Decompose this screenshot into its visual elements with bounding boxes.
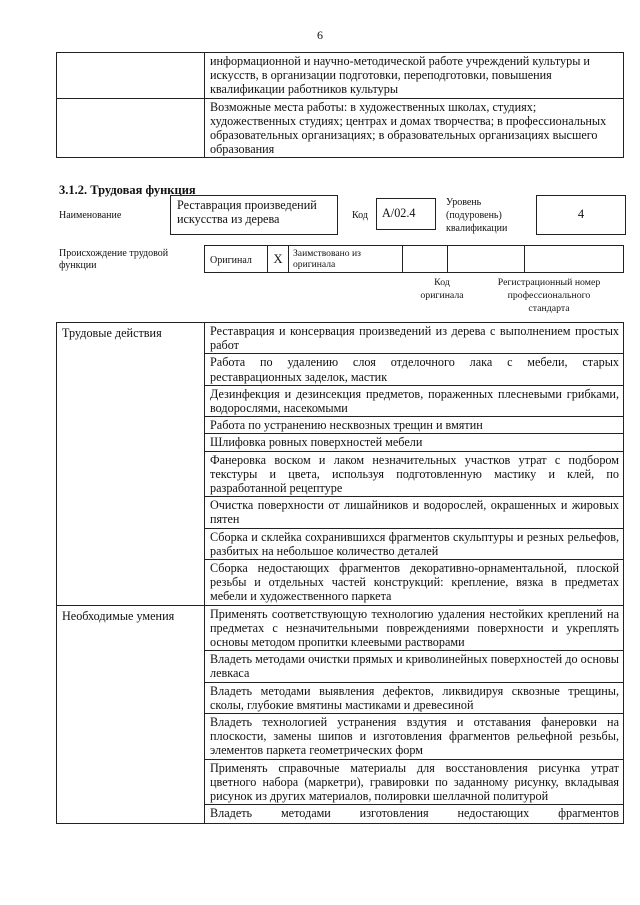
reg-number-cell (525, 246, 624, 273)
borrowed-mark-cell (403, 246, 448, 273)
table-row (205, 759, 624, 805)
row-text: Фанеровка воском и лаком незначительных участков утрат с подбором текстуры и цвета, используя подготовленную мастику и клей, по разработанной рецептуре (210, 452, 619, 496)
top-table-row-text: информационной и научно-методической работе учреждений культуры и искусств, в организации подготовки, переподготовки, повышения квалификации работников культуры (210, 54, 590, 97)
code-label: Код (352, 210, 368, 221)
row-text: Работа по устранению несквозных трещин и вмятин (210, 418, 483, 433)
table-row (205, 451, 624, 497)
top-table-row (205, 53, 624, 99)
row-text: Сборка и склейка сохранившихся фрагментов скульптуры и резных рельефов, разбитых на небольшое количество деталей (210, 529, 619, 558)
top-table-row (205, 98, 624, 158)
reg-number-caption: Регистрационный номер профессионального стандарта (497, 277, 601, 314)
group-label-cell (57, 605, 205, 824)
origin-table (204, 245, 624, 273)
row-text: Владеть методами выявления дефектов, ликвидируя сквозные трещины, сколы, глубокие вмятины мастиками и древесиной (210, 683, 619, 712)
top-table-empty-cell (57, 98, 205, 158)
section-title: 3.1.2. Трудовая функция (59, 183, 196, 197)
table-row (205, 497, 624, 528)
row-text: Применять справочные материалы для восстановления рисунка утрат цветного набора (маркетри), гравировки по заданному рисунку, вкладывая рисунок из других материалов, полировки шеллачной политурой (210, 760, 619, 804)
row-text: Реставрация и консервация произведений из дерева с выполнением простых работ (210, 324, 619, 353)
row-text: Работа по удалению слоя отделочного лака с мебели, старых реставрационных заделок, мастик (210, 355, 619, 384)
row-text: Очистка поверхности от лишайников и водорослей, окрашенных и жировых пятен (210, 498, 619, 527)
table-row (205, 434, 624, 451)
level-label: Уровень (подуровень) квалификации (446, 197, 508, 234)
name-value-box (170, 195, 338, 235)
code-value: А/02.4 (382, 206, 416, 220)
group-label-cell (57, 323, 205, 606)
top-table-empty-cell (57, 53, 205, 99)
table-row (205, 354, 624, 385)
table-row (205, 605, 624, 651)
table-row (205, 323, 624, 354)
row-text: Дезинфекция и дезинсекция предметов, пораженных плесневыми грибками, водорослями, насекомыми (210, 386, 619, 416)
top-table (56, 52, 624, 158)
name-label: Наименование (59, 210, 122, 221)
original-label: Оригинал (210, 255, 252, 266)
name-value: Реставрация произведений искусства из дерева (177, 198, 317, 226)
row-text: Применять соответствующую технологию удаления нестойких креплений на предметах с незначительными повреждениями поверхности и укреплять основы методом пропитки клеевыми растворами (210, 606, 619, 650)
top-table-row-text: Возможные места работы: в художественных школах, студиях; художественных студиях; центрах и домах творчества; в профессиональных образовательных организациях; в образовательных организациях высшего образования (210, 99, 607, 157)
code-original-caption: Код оригинала (420, 277, 464, 301)
borrowed-label: Заимствовано из оригинала (293, 248, 361, 270)
group-label: Необходимые умения (62, 608, 175, 623)
code-original-cell (448, 246, 525, 273)
table-row (205, 528, 624, 559)
row-text: Владеть методами очистки прямых и криволинейных поверхностей до основы левкаса (210, 652, 619, 681)
table-row (205, 682, 624, 713)
row-text: Шлифовка ровных поверхностей мебели (210, 435, 423, 450)
row-text: Владеть методами изготовления недостающих фрагментов (210, 806, 619, 821)
origin-label: Происхождение трудовой функции (59, 248, 169, 271)
group-label: Трудовые действия (62, 326, 162, 340)
table-row (205, 714, 624, 760)
table-row (205, 805, 624, 824)
table-row (205, 560, 624, 606)
borrowed-cell (289, 246, 403, 273)
main-table (56, 322, 624, 824)
table-row (205, 417, 624, 434)
code-value-box (376, 198, 436, 230)
original-cell (205, 246, 268, 273)
table-row (205, 385, 624, 416)
row-text: Владеть технологией устранения вздутия и отставания фанеровки на плоскости, замены шипов и изготовления фрагментов рельефной резьбы, элементов паркета геометрических форм (210, 715, 619, 758)
level-value: 4 (577, 207, 585, 221)
row-text: Сборка недостающих фрагментов декоративно-орнаментальной, плоской резьбы и отдельных частей конструкций: крепление, вязка в предметах мебели и художественного паркета (210, 561, 619, 604)
page-number: 6 (317, 28, 323, 42)
original-mark-cell (268, 246, 289, 273)
table-row (205, 651, 624, 682)
level-value-box (536, 195, 626, 235)
original-mark: X (273, 252, 283, 266)
